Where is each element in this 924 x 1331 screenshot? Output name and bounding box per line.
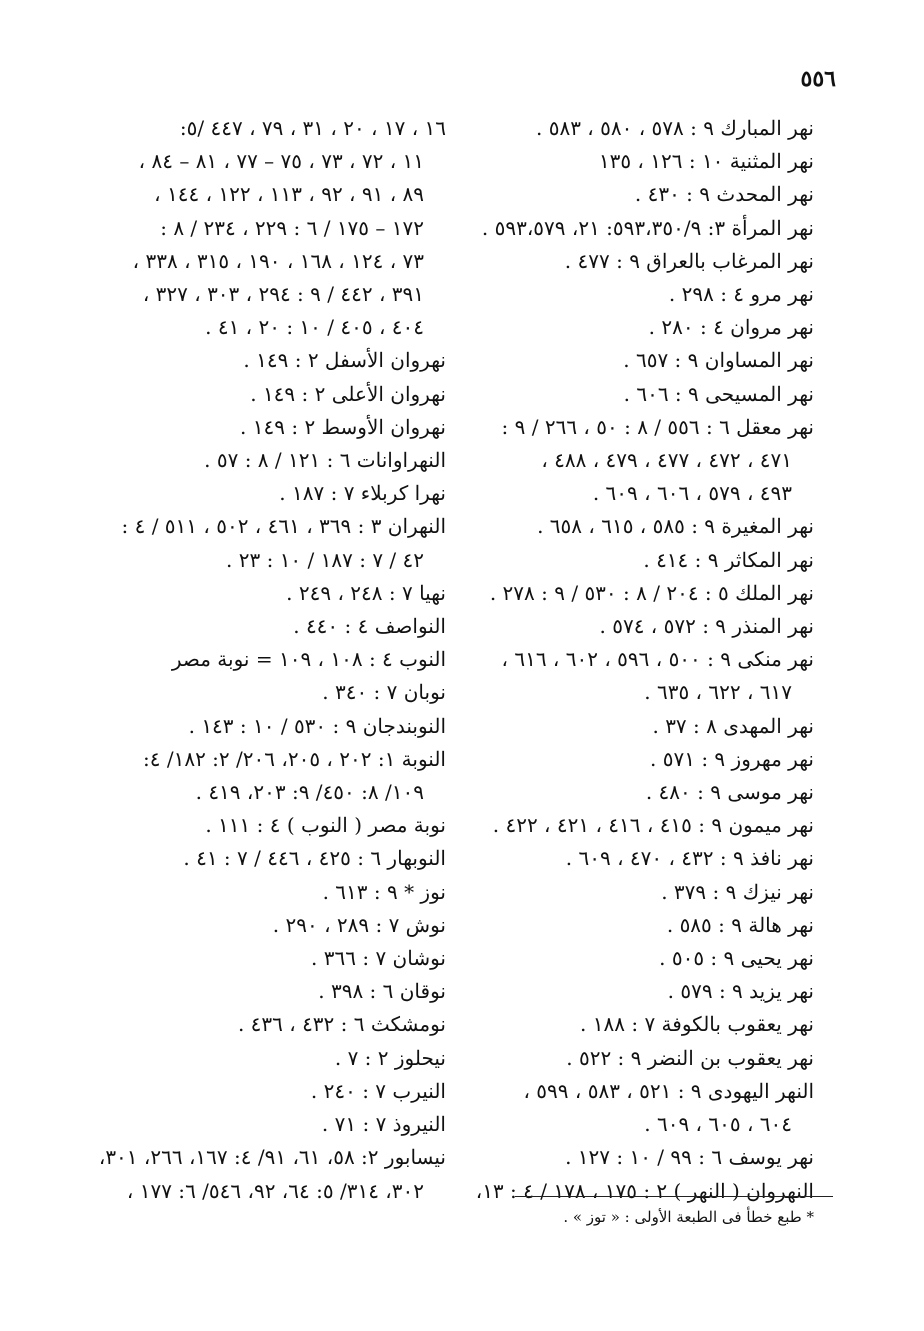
index-entry <box>56 1075 446 1108</box>
entry-line: نهر ميمون ٩ : ٤١٥ ، ٤١٦ ، ٤٢١ ، ٤٢٢ . <box>492 813 814 838</box>
footnote-divider <box>515 1196 833 1197</box>
index-entry <box>464 245 814 278</box>
entry-line: نهر المرغاب بالعراق ٩ : ٤٧٧ . <box>564 248 814 273</box>
index-entry <box>464 577 814 610</box>
index-entry <box>464 411 814 511</box>
entry-line: نوبة مصر ( النوب ) ٤ : ١١١ . <box>205 813 446 838</box>
entry-line: ١٦ ، ١٧ ، ٢٠ ، ٣١ ، ٧٩ ، ٤٤٧ /٥: <box>179 116 446 140</box>
index-entry <box>56 577 446 610</box>
entry-line: نهر المحدث ٩ : ٤٣٠ . <box>634 182 814 207</box>
index-column-right <box>464 112 814 1208</box>
entry-line: نهر مهروز ٩ : ٥٧١ . <box>650 746 814 771</box>
index-entry <box>464 776 814 809</box>
index-entry <box>56 1008 446 1041</box>
entry-line: نيسابور ٢: ٥٨، ٦١، ٩١/ ٤: ١٦٧، ٢٦٦، ٣٠١، <box>98 1145 446 1170</box>
entry-line: نهر يزيد ٩ : ٥٧٩ . <box>667 979 814 1004</box>
entry-line: النواصف ٤ : ٤٤٠ . <box>293 614 446 639</box>
footnote: * طبع خطأ فى الطبعة الأولى : « توز » . <box>563 1208 814 1226</box>
entry-line: نهر الملك ٥ : ٢٠٤ / ٨ : ٥٣٠ / ٩ : ٢٧٨ . <box>489 580 814 605</box>
index-entry <box>464 1008 814 1041</box>
entry-line: نهر المساوان ٩ : ٦٥٧ . <box>623 348 814 373</box>
index-entry <box>56 842 446 875</box>
entry-line: النهروان ( النهر ) ٢ : ١٧٥ ، ١٧٨ / ٤ : ١٣، <box>475 1178 814 1203</box>
entry-line: نهر المبارك ٩ : ٥٧٨ ، ٥٨٠ ، ٥٨٣ . <box>536 116 814 140</box>
entry-line: نهر المنذر ٩ : ٥٧٢ ، ٥٧٤ . <box>599 614 814 639</box>
index-entry <box>56 1042 446 1075</box>
index-entry <box>464 743 814 776</box>
entry-line: النيروذ ٧ : ٧١ . <box>321 1112 446 1137</box>
index-entry <box>464 1042 814 1075</box>
entry-continuation-line: ٣٩١ ، ٤٤٢ / ٩ : ٢٩٤ ، ٣٠٣ ، ٣٢٧ ، <box>142 282 424 307</box>
index-entry <box>56 710 446 743</box>
entry-line: نهر مرو ٤ : ٢٩٨ . <box>668 282 814 307</box>
entry-continuation-line: ١٠٩/ ٨: ٤٥٠/ ٩: ٢٠٣، ٤١٩ . <box>195 780 424 805</box>
entry-continuation-line: ١١ ، ٧٢ ، ٧٣ ، ٧٥ – ٧٧ ، ٨١ – ٨٤ ، <box>138 149 424 174</box>
index-entry <box>464 909 814 942</box>
index-entry <box>56 344 446 377</box>
entry-continuation-line: ٨٩ ، ٩١ ، ٩٢ ، ١١٣ ، ١٢٢ ، ١٤٤ ، <box>154 182 424 207</box>
index-entry <box>464 610 814 643</box>
entry-line: نهر المسيحى ٩ : ٦٠٦ . <box>623 381 814 406</box>
index-entry <box>56 643 446 676</box>
index-entry <box>464 178 814 211</box>
entry-continuation-line: ٦٠٤ ، ٦٠٥ ، ٦٠٩ . <box>644 1112 792 1137</box>
entry-line: نهر موسى ٩ : ٤٨٠ . <box>645 780 814 805</box>
entry-line: نهر منكى ٩ : ٥٠٠ ، ٥٩٦ ، ٦٠٢ ، ٦١٦ ، <box>501 647 814 672</box>
entry-line: النيرب ٧ : ٢٤٠ . <box>310 1078 446 1103</box>
entry-continuation-line: ٤٩٣ ، ٥٧٩ ، ٦٠٦ ، ٦٠٩ . <box>592 481 792 506</box>
index-entry <box>464 710 814 743</box>
entry-continuation-line: ٤٠٤ ، ٤٠٥ / ١٠ : ٢٠ ، ٤١ . <box>205 315 424 340</box>
entry-line: نهر المرأة ٣: ٥٩٣،٣٥٠/٩: ٢١، ٥٩٣،٥٧٩ . <box>481 215 814 240</box>
entry-line: النوبة ١: ٢٠٢ ، ٢٠٥، ٢٠٦/ ٢: ١٨٢/ ٤: <box>142 746 446 771</box>
entry-line: النهر اليهودى ٩ : ٥٢١ ، ٥٨٣ ، ٥٩٩ ، <box>523 1078 814 1103</box>
entry-line: نوقان ٦ : ٣٩٨ . <box>318 979 446 1004</box>
entry-line: نومشكث ٦ : ٤٣٢ ، ٤٣٦ . <box>237 1012 446 1037</box>
entry-line: نيحلوز ٢ : ٧ . <box>334 1045 446 1070</box>
index-entry <box>464 876 814 909</box>
index-entry <box>464 212 814 245</box>
entry-line: نهر المكاثر ٩ : ٤١٤ . <box>643 547 814 572</box>
index-entry <box>464 344 814 377</box>
entry-line: نهروان الأوسط ٢ : ١٤٩ . <box>240 414 446 439</box>
index-entry <box>56 1141 446 1207</box>
entry-line: نهر المثنية ١٠ : ١٢٦ ، ١٣٥ <box>598 149 814 174</box>
entry-continuation-line: ١٧٢ – ١٧٥ / ٦ : ٢٢٩ ، ٢٣٤ / ٨ : <box>160 215 424 240</box>
entry-continuation-line: ٤٧١ ، ٤٧٢ ، ٤٧٧ ، ٤٧٩ ، ٤٨٨ ، <box>541 448 792 473</box>
index-entry <box>56 378 446 411</box>
entry-line: نهر المهدى ٨ : ٣٧ . <box>652 713 814 738</box>
index-entry <box>56 909 446 942</box>
index-entry <box>56 510 446 576</box>
index-entry <box>464 311 814 344</box>
entry-line: نهر يعقوب بن النضر ٩ : ٥٢٢ . <box>566 1045 814 1070</box>
index-entry <box>56 809 446 842</box>
index-entry <box>56 444 446 477</box>
entry-line: نهر نيزك ٩ : ٣٧٩ . <box>661 879 814 904</box>
index-entry <box>464 975 814 1008</box>
index-entry <box>464 643 814 709</box>
index-entry <box>56 477 446 510</box>
index-entry <box>56 942 446 975</box>
entry-line: نوز * ٩ : ٦١٣ . <box>322 879 446 904</box>
entry-line: النوب ٤ : ١٠٨ ، ١٠٩ = نوبة مصر <box>171 647 446 672</box>
entry-line: نوش ٧ : ٢٨٩ ، ٢٩٠ . <box>272 912 446 937</box>
index-entry <box>464 942 814 975</box>
entry-line: نوشان ٧ : ٣٦٦ . <box>311 946 446 971</box>
index-entry <box>464 378 814 411</box>
entry-line: نوبان ٧ : ٣٤٠ . <box>322 680 446 705</box>
entry-continuation-line: ٣٠٢، ٣١٤/ ٥: ٦٤، ٩٢، ٥٤٦/ ٦: ١٧٧ ، <box>126 1178 424 1203</box>
entry-line: النوبهار ٦ : ٤٢٥ ، ٤٤٦ / ٧ : ٤١ . <box>183 846 446 871</box>
index-column-left <box>56 112 446 1208</box>
index-entry <box>56 676 446 709</box>
entry-line: النهران ٣ : ٣٦٩ ، ٤٦١ ، ٥٠٢ ، ٥١١ / ٤ : <box>121 514 446 539</box>
index-entry <box>56 411 446 444</box>
entry-continuation-line: ٤٢ / ٧ : ١٨٧ / ١٠ : ٢٣ . <box>226 547 424 572</box>
entry-line: نهروان الأسفل ٢ : ١٤٩ . <box>243 348 446 373</box>
index-entry <box>464 112 814 145</box>
entry-continuation-line: ٦١٧ ، ٦٢٢ ، ٦٣٥ . <box>644 680 792 705</box>
entry-line: النوبندجان ٩ : ٥٣٠ / ١٠ : ١٤٣ . <box>188 713 446 738</box>
index-entry <box>56 112 446 344</box>
entry-line: نهر هالة ٩ : ٥٨٥ . <box>666 912 814 937</box>
index-entry <box>464 278 814 311</box>
index-entry <box>464 1175 814 1208</box>
entry-continuation-line: ٧٣ ، ١٢٤ ، ١٦٨ ، ١٩٠ ، ٣١٥ ، ٣٣٨ ، <box>132 248 424 273</box>
index-entry <box>464 544 814 577</box>
index-entry <box>464 1141 814 1174</box>
entry-line: نهر معقل ٦ : ٥٥٦ / ٨ : ٥٠ ، ٢٦٦ / ٩ : <box>501 414 814 439</box>
index-entry <box>56 610 446 643</box>
index-entry <box>56 876 446 909</box>
entry-line: نهرا كربلاء ٧ : ١٨٧ . <box>279 481 446 506</box>
index-entry <box>56 975 446 1008</box>
entry-line: نهر يحيى ٩ : ٥٠٥ . <box>659 946 814 971</box>
index-entry <box>56 743 446 809</box>
index-entry <box>464 1075 814 1141</box>
index-entry <box>56 1108 446 1141</box>
entry-line: نهروان الأعلى ٢ : ١٤٩ . <box>250 381 446 406</box>
index-entry <box>464 145 814 178</box>
entry-line: نهيا ٧ : ٢٤٨ ، ٢٤٩ . <box>286 580 446 605</box>
index-entry <box>464 510 814 543</box>
entry-line: النهراوانات ٦ : ١٢١ / ٨ : ٥٧ . <box>204 448 446 473</box>
entry-line: نهر يعقوب بالكوفة ٧ : ١٨٨ . <box>580 1012 814 1037</box>
index-entry <box>464 842 814 875</box>
entry-line: نهر نافذ ٩ : ٤٣٢ ، ٤٧٠ ، ٦٠٩ . <box>565 846 814 871</box>
entry-line: نهر مروان ٤ : ٢٨٠ . <box>648 315 814 340</box>
index-entry <box>464 809 814 842</box>
page-number: ٥٥٦ <box>800 66 836 92</box>
entry-line: نهر المغيرة ٩ : ٥٨٥ ، ٦١٥ ، ٦٥٨ . <box>537 514 814 539</box>
entry-line: نهر يوسف ٦ : ٩٩ / ١٠ : ١٢٧ . <box>565 1145 814 1170</box>
